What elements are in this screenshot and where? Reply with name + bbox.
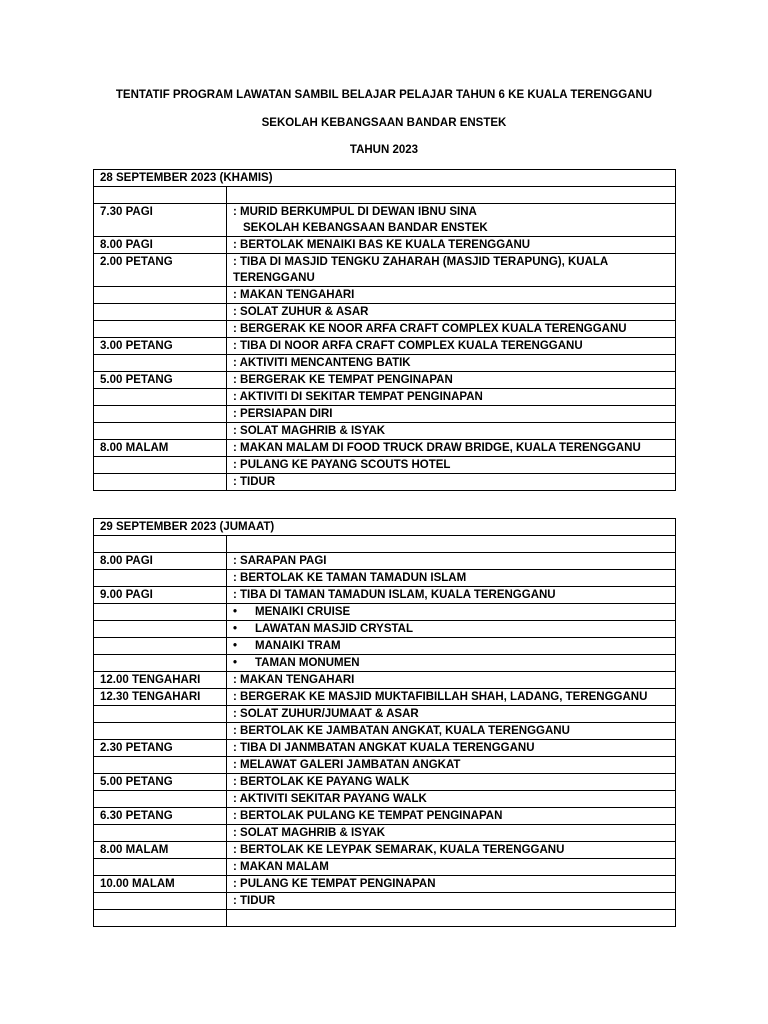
activity-cell xyxy=(227,338,676,355)
activity-text: : BERGERAK KE NOOR ARFA CRAFT COMPLEX KUALA TERENGGANU xyxy=(233,323,627,335)
activity-cell xyxy=(227,536,676,553)
activity-text: : PULANG KE TEMPAT PENGINAPAN xyxy=(233,878,436,890)
schedule-row xyxy=(94,254,676,287)
time-cell xyxy=(94,825,227,842)
activity-cell xyxy=(227,237,676,254)
activity-cell xyxy=(227,655,676,672)
schedule-row xyxy=(94,389,676,406)
activity-cell xyxy=(227,457,676,474)
time-cell: 12.30 TENGAHARI xyxy=(94,689,227,706)
activity-text: : MAKAN MALAM DI FOOD TRUCK DRAW BRIDGE, KUALA TERENGGANU xyxy=(233,442,641,454)
activity-text: : BERGERAK KE TEMPAT PENGINAPAN xyxy=(233,374,453,386)
activity-text: : MAKAN TENGAHARI xyxy=(233,289,355,301)
activity-cell xyxy=(227,808,676,825)
schedule-body-day1 xyxy=(94,170,676,491)
activity-cell xyxy=(227,859,676,876)
bullet-text: MENAIKI CRUISE xyxy=(255,606,351,618)
document-year: TAHUN 2023 xyxy=(349,144,419,156)
activity-text: : MELAWAT GALERI JAMBATAN ANGKAT xyxy=(233,759,461,771)
time-cell xyxy=(94,621,227,638)
activity-text: : MAKAN MALAM xyxy=(233,861,329,873)
time-cell xyxy=(94,457,227,474)
activity-cell xyxy=(227,638,676,655)
activity-cell xyxy=(227,287,676,304)
schedule-row xyxy=(94,893,676,910)
time-cell xyxy=(94,655,227,672)
schedule-row xyxy=(94,321,676,338)
schedule-row xyxy=(94,740,676,757)
activity-text: : PERSIAPAN DIRI xyxy=(233,408,333,420)
schedule-row xyxy=(94,638,676,655)
schedule-table-day2 xyxy=(93,518,676,927)
schedule-row xyxy=(94,689,676,706)
time-cell: 7.30 PAGI xyxy=(94,204,227,237)
activity-text: : AKTIVITI DI SEKITAR TEMPAT PENGINAPAN xyxy=(233,391,483,403)
activity-cell xyxy=(227,423,676,440)
time-cell xyxy=(94,474,227,491)
schedule-row xyxy=(94,406,676,423)
time-cell xyxy=(94,791,227,808)
bullet-icon: • xyxy=(233,640,238,652)
schedule-row xyxy=(94,287,676,304)
time-cell xyxy=(94,304,227,321)
time-cell xyxy=(94,536,227,553)
schedule-row xyxy=(94,237,676,254)
time-cell xyxy=(94,604,227,621)
schedule-row xyxy=(94,774,676,791)
schedule-row xyxy=(94,204,676,237)
schedule-row xyxy=(94,536,676,553)
activity-cell xyxy=(227,604,676,621)
schedule-row xyxy=(94,876,676,893)
activity-cell xyxy=(227,587,676,604)
activity-cell xyxy=(227,706,676,723)
time-cell xyxy=(94,423,227,440)
activity-text: : TIDUR xyxy=(233,476,276,488)
time-cell xyxy=(94,706,227,723)
activity-text: : PULANG KE PAYANG SCOUTS HOTEL xyxy=(233,459,451,471)
activity-cell xyxy=(227,372,676,389)
day-title: 28 SEPTEMBER 2023 (KHAMIS) xyxy=(94,170,676,187)
schedule-row xyxy=(94,338,676,355)
school-name: SEKOLAH KEBANGSAAN BANDAR ENSTEK xyxy=(261,117,507,129)
schedule-row xyxy=(94,808,676,825)
schedule-row xyxy=(94,553,676,570)
time-cell xyxy=(94,757,227,774)
time-cell: 10.00 MALAM xyxy=(94,876,227,893)
activity-text: : BERTOLAK KE TAMAN TAMADUN ISLAM xyxy=(233,572,467,584)
time-cell xyxy=(94,389,227,406)
bullet-text: LAWATAN MASJID CRYSTAL xyxy=(255,623,414,635)
activity-cell xyxy=(227,355,676,372)
schedule-row xyxy=(94,791,676,808)
activity-cell xyxy=(227,842,676,859)
time-cell: 9.00 PAGI xyxy=(94,587,227,604)
schedule-row xyxy=(94,910,676,927)
activity-text: : AKTIVITI SEKITAR PAYANG WALK xyxy=(233,793,427,805)
schedule-row xyxy=(94,440,676,457)
time-cell: 3.00 PETANG xyxy=(94,338,227,355)
time-cell: 5.00 PETANG xyxy=(94,774,227,791)
bullet-icon: • xyxy=(233,657,238,669)
activity-cell xyxy=(227,553,676,570)
activity-text: : BERTOLAK KE JAMBATAN ANGKAT, KUALA TERENGGANU xyxy=(233,725,570,737)
activity-text: : BERTOLAK KE LEYPAK SEMARAK, KUALA TERENGGANU xyxy=(233,844,565,856)
activity-cell xyxy=(227,774,676,791)
activity-cell xyxy=(227,757,676,774)
activity-text: : SOLAT MAGHRIB & ISYAK xyxy=(233,827,386,839)
activity-text: : SOLAT ZUHUR/JUMAAT & ASAR xyxy=(233,708,419,720)
activity-text: : BERTOLAK KE PAYANG WALK xyxy=(233,776,410,788)
activity-text: : BERTOLAK MENAIKI BAS KE KUALA TERENGGANU xyxy=(233,239,531,251)
activity-cell xyxy=(227,440,676,457)
day-title-row xyxy=(94,519,676,536)
activity-text: : TIDUR xyxy=(233,895,276,907)
activity-text: : SOLAT MAGHRIB & ISYAK xyxy=(233,425,386,437)
time-cell: 5.00 PETANG xyxy=(94,372,227,389)
time-cell xyxy=(94,321,227,338)
time-cell xyxy=(94,406,227,423)
document-title: TENTATIF PROGRAM LAWATAN SAMBIL BELAJAR PELAJAR TAHUN 6 KE KUALA TERENGGANU xyxy=(115,89,653,101)
activity-cell xyxy=(227,621,676,638)
time-cell: 8.00 MALAM xyxy=(94,842,227,859)
time-cell xyxy=(94,187,227,204)
activity-cell xyxy=(227,321,676,338)
schedule-row xyxy=(94,706,676,723)
activity-cell xyxy=(227,389,676,406)
activity-text: : MAKAN TENGAHARI xyxy=(233,674,355,686)
schedule-body-day2 xyxy=(94,519,676,927)
bullet-text: TAMAN MONUMEN xyxy=(255,657,360,669)
schedule-row xyxy=(94,474,676,491)
schedule-row xyxy=(94,672,676,689)
schedule-row xyxy=(94,723,676,740)
activity-cell xyxy=(227,187,676,204)
time-cell: 2.00 PETANG xyxy=(94,254,227,287)
schedule-row xyxy=(94,825,676,842)
time-cell: 8.00 PAGI xyxy=(94,237,227,254)
activity-text: : TIBA DI TAMAN TAMADUN ISLAM, KUALA TERENGGANU xyxy=(233,589,556,601)
activity-text: : BERTOLAK PULANG KE TEMPAT PENGINAPAN xyxy=(233,810,503,822)
bullet-text: MANAIKI TRAM xyxy=(255,640,341,652)
schedule-row xyxy=(94,372,676,389)
activity-cell xyxy=(227,893,676,910)
schedule-row xyxy=(94,187,676,204)
bullet-icon: • xyxy=(233,623,238,635)
schedule-row xyxy=(94,604,676,621)
activity-text: : AKTIVITI MENCANTENG BATIK xyxy=(233,357,411,369)
activity-text: : TIBA DI NOOR ARFA CRAFT COMPLEX KUALA TERENGGANU xyxy=(233,340,583,352)
activity-cell xyxy=(227,876,676,893)
schedule-table-day1 xyxy=(93,169,676,491)
schedule-row xyxy=(94,355,676,372)
time-cell xyxy=(94,570,227,587)
activity-cell xyxy=(227,723,676,740)
day-title-row xyxy=(94,170,676,187)
activity-text: : SOLAT ZUHUR & ASAR xyxy=(233,306,369,318)
day-title: 29 SEPTEMBER 2023 (JUMAAT) xyxy=(94,519,676,536)
time-cell: 6.30 PETANG xyxy=(94,808,227,825)
schedule-row xyxy=(94,570,676,587)
activity-text: : SARAPAN PAGI xyxy=(233,555,327,567)
schedule-row xyxy=(94,423,676,440)
time-cell xyxy=(94,723,227,740)
activity-cell xyxy=(227,474,676,491)
time-cell: 8.00 PAGI xyxy=(94,553,227,570)
activity-cell xyxy=(227,689,676,706)
time-cell: 2.30 PETANG xyxy=(94,740,227,757)
activity-text-continued: SEKOLAH KEBANGSAAN BANDAR ENSTEK xyxy=(243,222,488,234)
activity-cell xyxy=(227,254,676,287)
activity-text: : MURID BERKUMPUL DI DEWAN IBNU SINA xyxy=(233,206,477,218)
activity-cell xyxy=(227,825,676,842)
time-cell xyxy=(94,910,227,927)
activity-text: : BERGERAK KE MASJID MUKTAFIBILLAH SHAH, LADANG, TERENGGANU xyxy=(233,691,648,703)
activity-text: : TIBA DI MASJID TENGKU ZAHARAH (MASJID TERAPUNG), KUALA TERENGGANU xyxy=(233,256,608,284)
schedule-row xyxy=(94,859,676,876)
time-cell xyxy=(94,638,227,655)
activity-cell xyxy=(227,791,676,808)
activity-cell xyxy=(227,672,676,689)
schedule-row xyxy=(94,757,676,774)
schedule-row xyxy=(94,655,676,672)
time-cell xyxy=(94,859,227,876)
schedule-row xyxy=(94,587,676,604)
time-cell: 12.00 TENGAHARI xyxy=(94,672,227,689)
time-cell: 8.00 MALAM xyxy=(94,440,227,457)
activity-cell xyxy=(227,570,676,587)
activity-cell xyxy=(227,910,676,927)
time-cell xyxy=(94,287,227,304)
activity-cell xyxy=(227,204,676,237)
schedule-row xyxy=(94,621,676,638)
schedule-row xyxy=(94,304,676,321)
activity-cell xyxy=(227,406,676,423)
activity-cell xyxy=(227,740,676,757)
bullet-icon: • xyxy=(233,606,238,618)
time-cell xyxy=(94,355,227,372)
time-cell xyxy=(94,893,227,910)
activity-cell xyxy=(227,304,676,321)
schedule-row xyxy=(94,842,676,859)
activity-text: : TIBA DI JANMBATAN ANGKAT KUALA TERENGGANU xyxy=(233,742,535,754)
schedule-row xyxy=(94,457,676,474)
